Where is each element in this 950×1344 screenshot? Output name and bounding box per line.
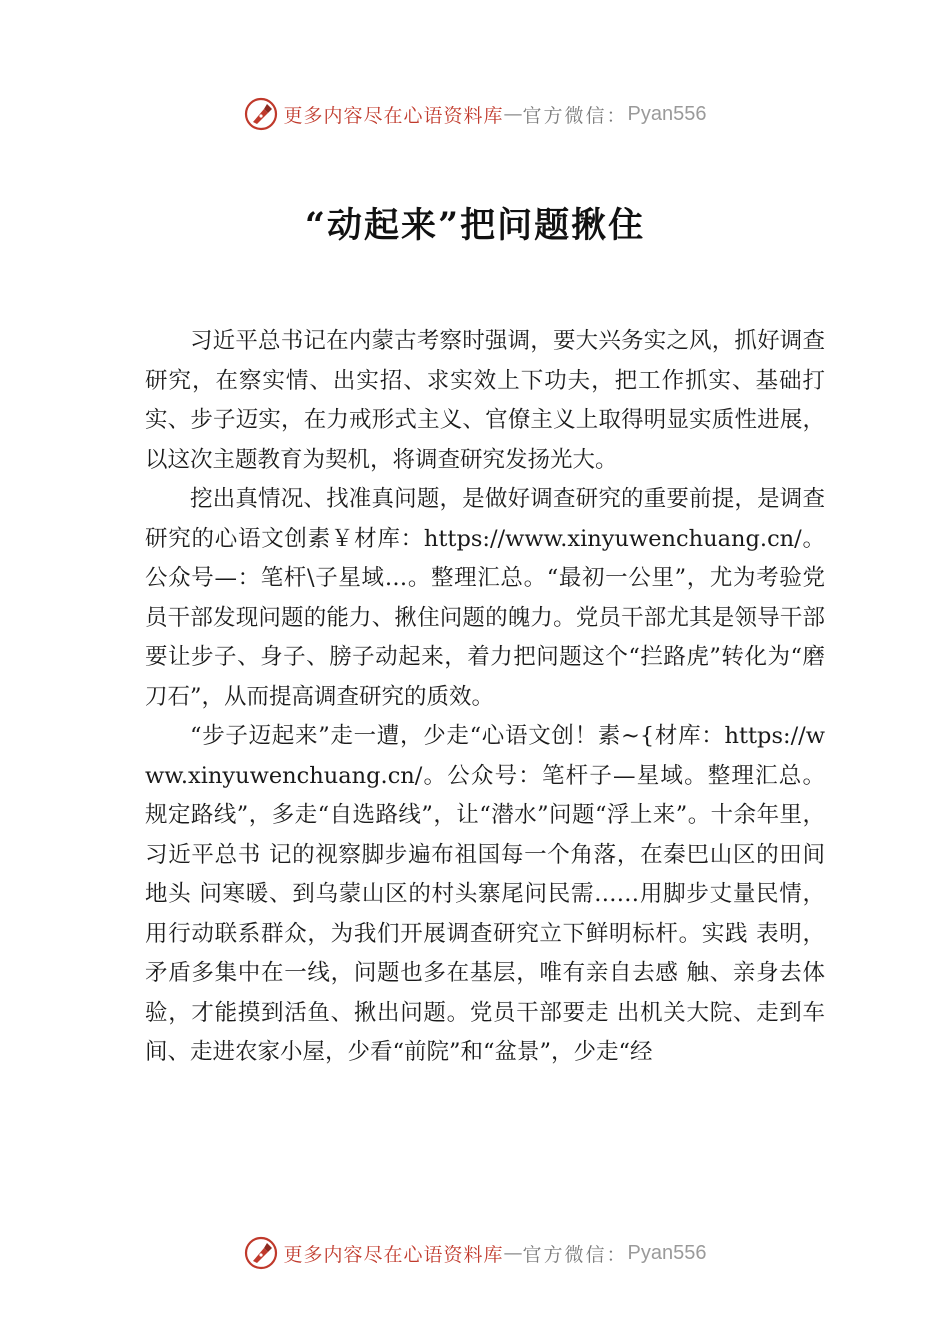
paragraph-3: “步子迈起来”走一遭，少走“心语文创！素~{材库：https://www.xinyuwenchuang.cn/。公众号：笔杆子—星域。整理汇总。规定路线”，多走“自选路线”，让“潜水”问题“浮上来”。十余年里，习近平总书 记的视察脚步遍布祖国每一个角落，在秦巴山区的田间地头 问寒暖、到乌蒙山区的村头寨尾问民需……用脚步丈量民情， 用行动联系群众，为我们开展调查研究立下鲜明标杆。实践 表明，矛盾多集中在一线，问题也多在基层，唯有亲自去感 触、亲身去体验，才能摸到活鱼、揪出问题。党员干部要走 出机关大院、走到车间、走进农家小屋，少看“前院”和“盆景”，少走“经 [145, 723, 825, 1065]
pen-nib-logo-icon [244, 1236, 278, 1270]
wechat-id: Pyan556 [627, 1241, 707, 1264]
wechat-label: 官方微信： [522, 104, 628, 127]
footer-banner [0, 1233, 950, 1273]
paragraph-2: 挖出真情况、找准真问题，是做好调查研究的重要前提，是调查研究的心语文创素￥材库：https://www.xinyuwenchuang.cn/。公众号—：笔杆\子星域…。整理汇总。“最初一公里”，尤为考验党员干部发现问题的能力、揪住问题的魄力。党员干部尤其是领导干部要让步子、身子、膀子动起来，着力把问题这个“拦路虎”转化为“磨刀石”，从而提高调查研究的质效。 [145, 486, 825, 710]
pen-nib-logo-icon [244, 97, 278, 131]
document-body [145, 322, 825, 1073]
wechat-id: Pyan556 [627, 102, 707, 125]
paragraph-1: 习近平总书记在内蒙古考察时强调，要大兴务实之风，抓好调查研究，在察实情、出实招、求实效上下功夫，把工作抓实、基础打实、步子迈实，在力戒形式主义、官僚主义上取得明显实质性进展，以这次主题教育为契机，将调查研究发扬光大。 [145, 328, 825, 473]
banner-dash: — [503, 1242, 523, 1264]
document-title: “动起来”把问题揪住 [304, 205, 646, 246]
promo-text: 更多内容尽在心语资料库 [283, 104, 504, 127]
header-banner [0, 94, 950, 134]
wechat-label: 官方微信： [522, 1243, 628, 1266]
promo-text: 更多内容尽在心语资料库 [283, 1243, 504, 1266]
banner-dash: — [503, 103, 523, 125]
